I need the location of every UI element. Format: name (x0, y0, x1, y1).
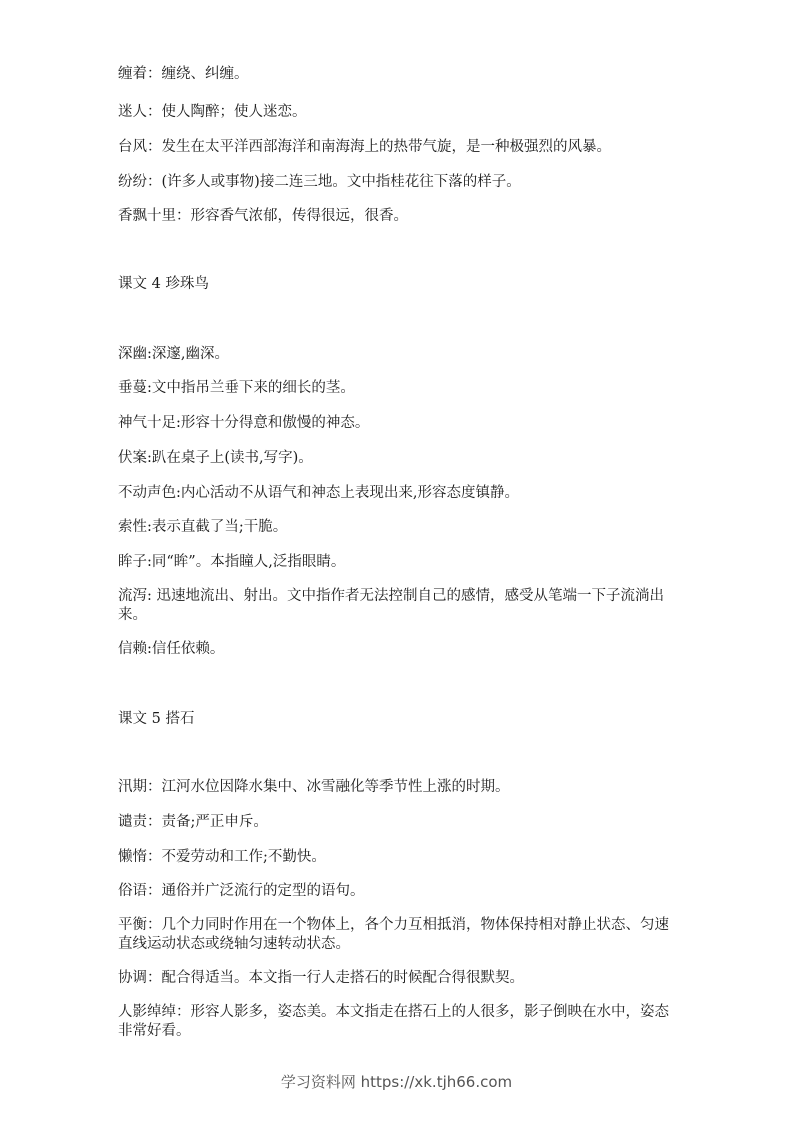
definition-entry: 协调：配合得适当。本文指一行人走搭石的时候配合得很默契。 (118, 970, 524, 986)
definition-entry: 流泻: 迅速地流出、射出。文中指作者无法控制自己的感情，感受从笔端一下子流淌出来。 (118, 588, 664, 623)
definition-entry: 缠着：缠绕、纠缠。 (118, 66, 249, 82)
definition-entry: 纷纷：(许多人或事物)接二连三地。文中指桂花往下落的样子。 (118, 174, 521, 190)
definition-entry: 台风：发生在太平洋西部海洋和南海海上的热带气旋，是一种极强烈的风暴。 (118, 139, 611, 155)
definition-entry: 眸子:同“眸”。本指瞳人,泛指眼睛。 (118, 554, 346, 570)
definition-entry: 神气十足:形容十分得意和傲慢的神态。 (118, 415, 370, 431)
definition-entry: 俗语：通俗并广泛流行的定型的语句。 (118, 883, 365, 899)
definition-entry: 深幽:深邃,幽深。 (118, 346, 229, 362)
section-heading: 课文 5 搭石 (118, 711, 195, 727)
definition-entry: 索性:表示直截了当;干脆。 (118, 519, 288, 535)
definition-entry: 伏案:趴在桌子上(读书,写字)。 (118, 450, 313, 466)
footer-watermark: 学习资料网 https://xk.tjh66.com (280, 1073, 513, 1091)
section-heading: 课文 4 珍珠鸟 (118, 276, 209, 292)
definition-entry: 迷人：使人陶醉；使人迷恋。 (118, 104, 307, 120)
definition-entry: 香飘十里：形容香气浓郁，传得很远，很香。 (118, 208, 408, 224)
definition-entry: 懒惰：不爱劳动和工作;不勤快。 (118, 849, 326, 865)
definition-entry: 信赖:信任依赖。 (118, 641, 225, 657)
definition-entry: 谴责：责备;严正申斥。 (118, 814, 268, 830)
definition-entry: 垂蔓:文中指吊兰垂下来的细长的茎。 (118, 380, 355, 396)
definition-entry: 平衡：几个力同时作用在一个物体上，各个力互相抵消，物体保持相对静止状态、匀速直线运动状态或绕轴匀速转动状态。 (118, 917, 669, 952)
definition-entry: 汛期：江河水位因降水集中、冰雪融化等季节性上涨的时期。 (118, 779, 510, 795)
definition-entry: 不动声色:内心活动不从语气和神态上表现出来,形容态度镇静。 (118, 485, 519, 501)
definition-entry: 人影绰绰：形容人影多，姿态美。本文指走在搭石上的人很多，影子倒映在水中，姿态非常好看。 (118, 1004, 669, 1039)
